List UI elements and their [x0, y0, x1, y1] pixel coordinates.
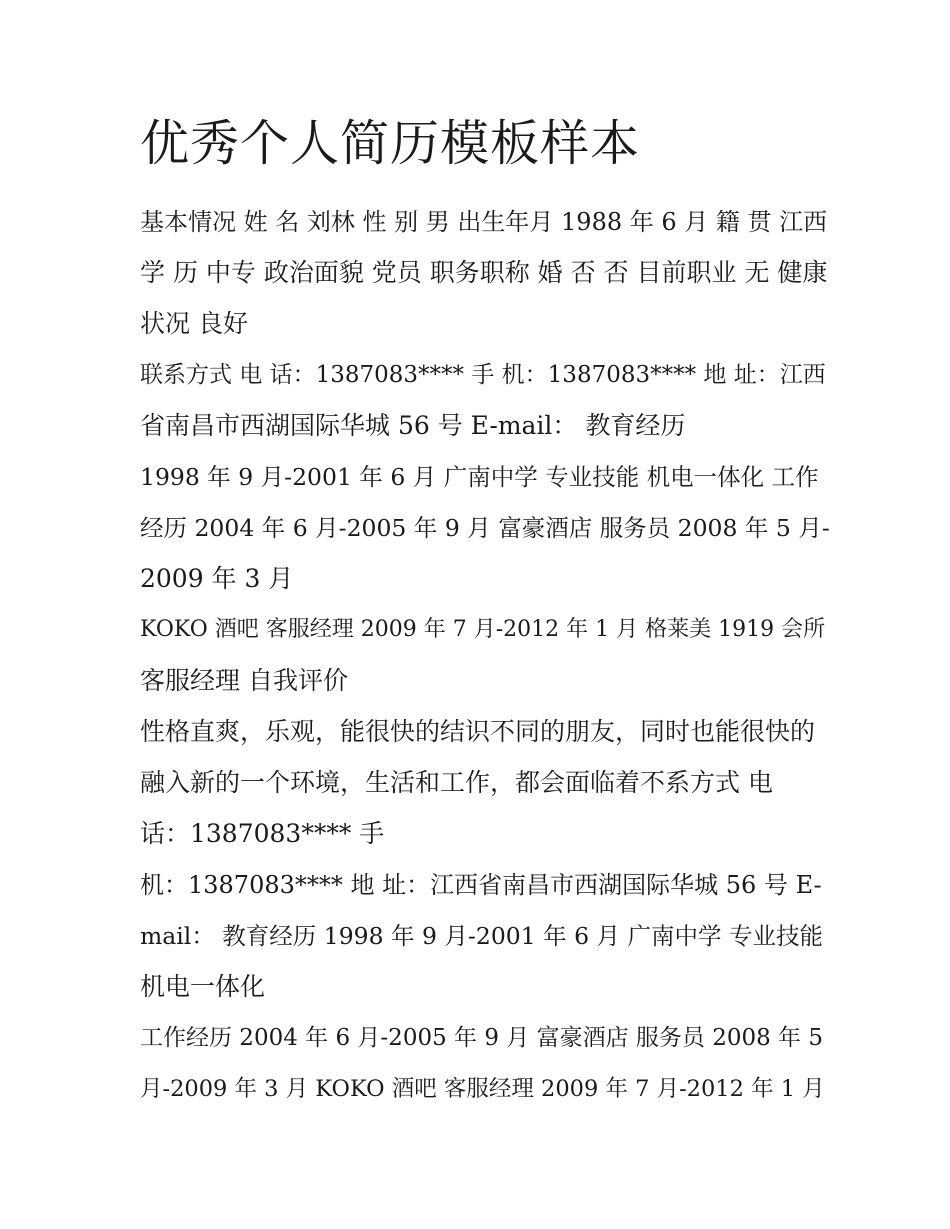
- document-title: 优秀个人简历模板样本: [140, 115, 641, 172]
- text-line: 机：1387083**** 地 址：江西省南昌市西湖国际华城 56 号 E-: [140, 871, 822, 899]
- text-line: 性格直爽，乐观，能很快的结识不同的朋友，同时也能很快的: [140, 717, 816, 746]
- text-line: 省南昌市西湖国际华城 56 号 E-mail： 教育经历: [140, 411, 686, 440]
- text-line: 基本情况 姓 名 刘林 性 别 男 出生年月 1988 年 6 月 籍 贯 江西: [140, 208, 828, 236]
- text-line: mail： 教育经历 1998 年 9 月-2001 年 6 月 广南中学 专业技能: [140, 922, 823, 950]
- text-line: 客服经理 自我评价: [140, 666, 348, 695]
- text-line: 2009 年 3 月: [140, 564, 294, 593]
- text-line: 话：1387083**** 手: [140, 819, 385, 848]
- text-line: 月-2009 年 3 月 KOKO 酒吧 客服经理 2009 年 7 月-2012 年 1 月: [140, 1076, 825, 1102]
- text-line: 机电一体化: [140, 972, 266, 1001]
- text-line: 经历 2004 年 6 月-2005 年 9 月 富豪酒店 服务员 2008 年 5 月-: [140, 514, 830, 542]
- text-line: 联系方式 电 话：1387083**** 手 机：1387083**** 地 址：江西: [140, 362, 826, 388]
- text-line: 学 历 中专 政治面貌 党员 职务职称 婚 否 否 目前职业 无 健康: [140, 258, 828, 287]
- text-line: 融入新的一个环境，生活和工作，都会面临着不系方式 电: [140, 768, 773, 797]
- text-line: 工作经历 2004 年 6 月-2005 年 9 月 富豪酒店 服务员 2008 年 5: [140, 1025, 824, 1051]
- text-line: 1998 年 9 月-2001 年 6 月 广南中学 专业技能 机电一体化 工作: [140, 463, 819, 491]
- text-line: 状况 良好: [140, 309, 248, 338]
- text-line: KOKO 酒吧 客服经理 2009 年 7 月-2012 年 1 月 格莱美 1919 会所: [140, 617, 826, 642]
